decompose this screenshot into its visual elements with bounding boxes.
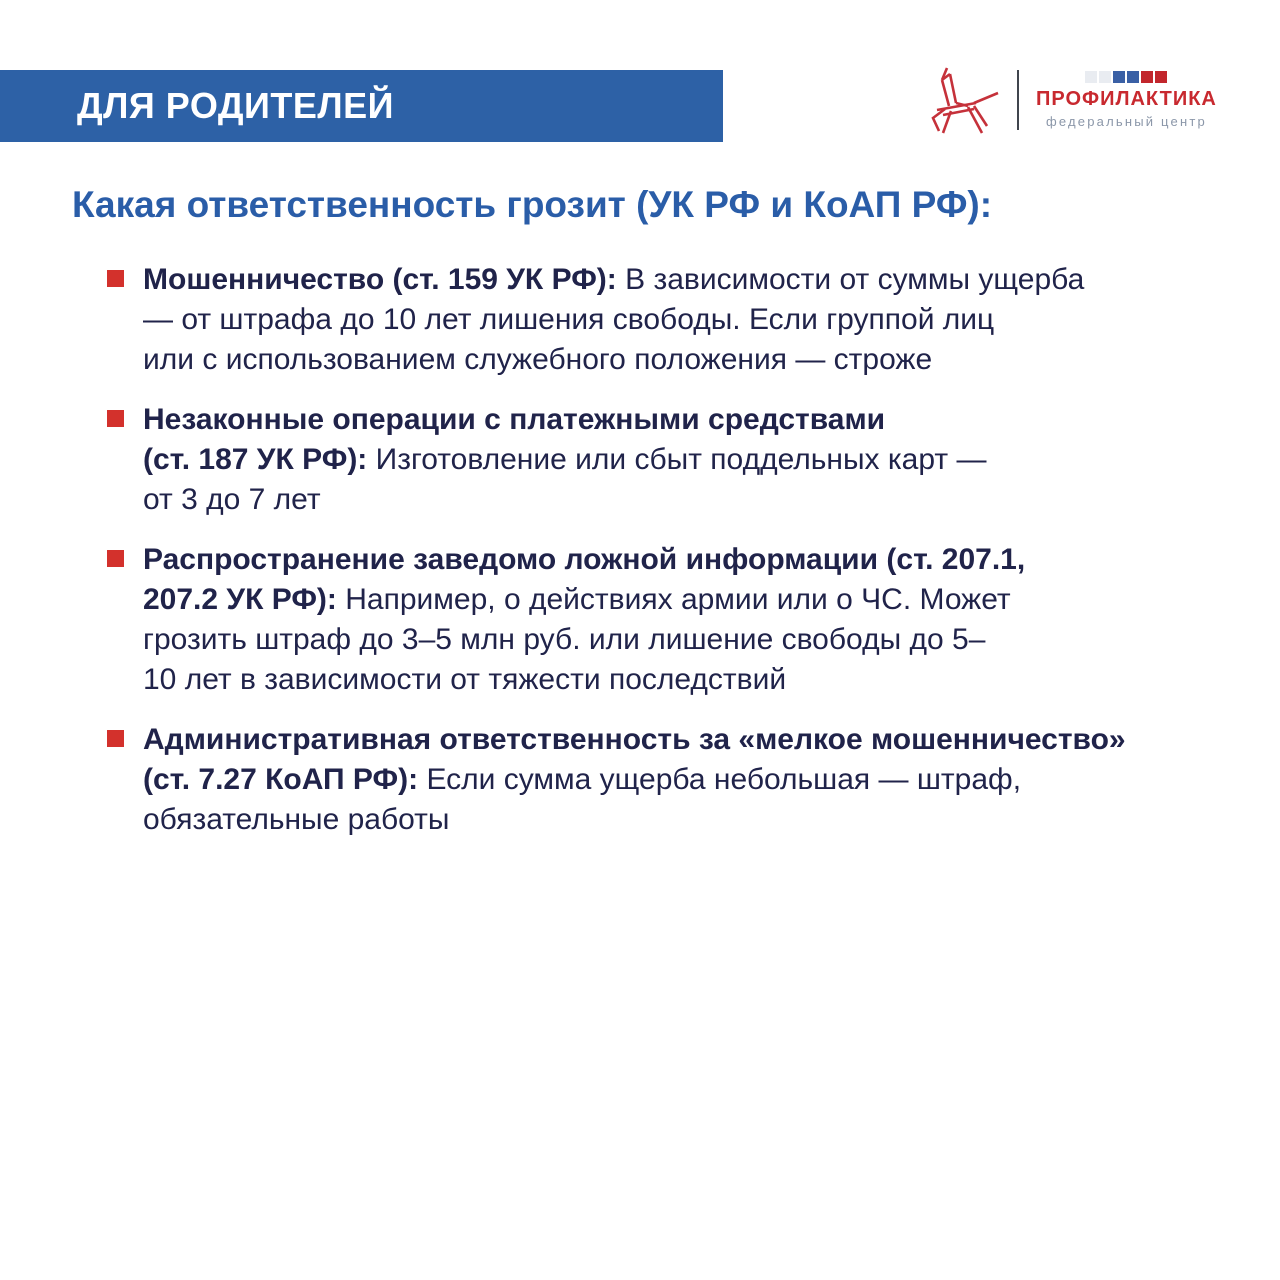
logo-text	[1036, 71, 1217, 129]
brand-logo	[924, 62, 1217, 138]
list-item-text: Мошенничество (ст. 159 УК РФ): В зависимости от суммы ущерба — от штрафа до 10 лет лишения свободы. Если группой лиц или с использованием служебного положения — строже	[143, 263, 1085, 376]
list-item-text: Распространение заведомо ложной информации (ст. 207.1, 207.2 УК РФ): Например, о действиях армии или о ЧС. Может грозить штраф до 3–5 млн руб. или лишение свободы до 5– 10 лет в зависимости от тяжести последствий	[143, 543, 1026, 696]
list-item	[107, 260, 1247, 380]
flag-square	[1155, 71, 1167, 83]
logo-title: ПРОФИЛАКТИКА	[1036, 88, 1217, 110]
page-title: Какая ответственность грозит (УК РФ и КоАП РФ):	[72, 184, 993, 225]
logo-flag-squares	[1085, 71, 1167, 83]
bullet-square-icon	[107, 270, 124, 287]
liability-list	[107, 260, 1247, 860]
flag-square	[1141, 71, 1153, 83]
flag-square	[1085, 71, 1097, 83]
list-item	[107, 400, 1247, 520]
logo-subtitle: федеральный центр	[1045, 114, 1207, 129]
list-item	[107, 540, 1247, 700]
flag-square	[1127, 71, 1139, 83]
list-item-text: Незаконные операции с платежными средствами (ст. 187 УК РФ): Изготовление или сбыт поддельных карт — от 3 до 7 лет	[143, 403, 987, 516]
flag-square	[1099, 71, 1111, 83]
bullet-square-icon	[107, 730, 124, 747]
logo-divider	[1017, 70, 1019, 130]
bullet-square-icon	[107, 410, 124, 427]
horse-icon	[924, 65, 1000, 135]
banner-title: ДЛЯ РОДИТЕЛЕЙ	[77, 85, 395, 126]
bullet-square-icon	[107, 550, 124, 567]
list-item-text: Административная ответственность за «мелкое мошенничество» (ст. 7.27 КоАП РФ): Если сумма ущерба небольшая — штраф, обязательные работы	[143, 723, 1126, 836]
list-item	[107, 720, 1247, 840]
flag-square	[1113, 71, 1125, 83]
title-banner	[0, 70, 723, 142]
